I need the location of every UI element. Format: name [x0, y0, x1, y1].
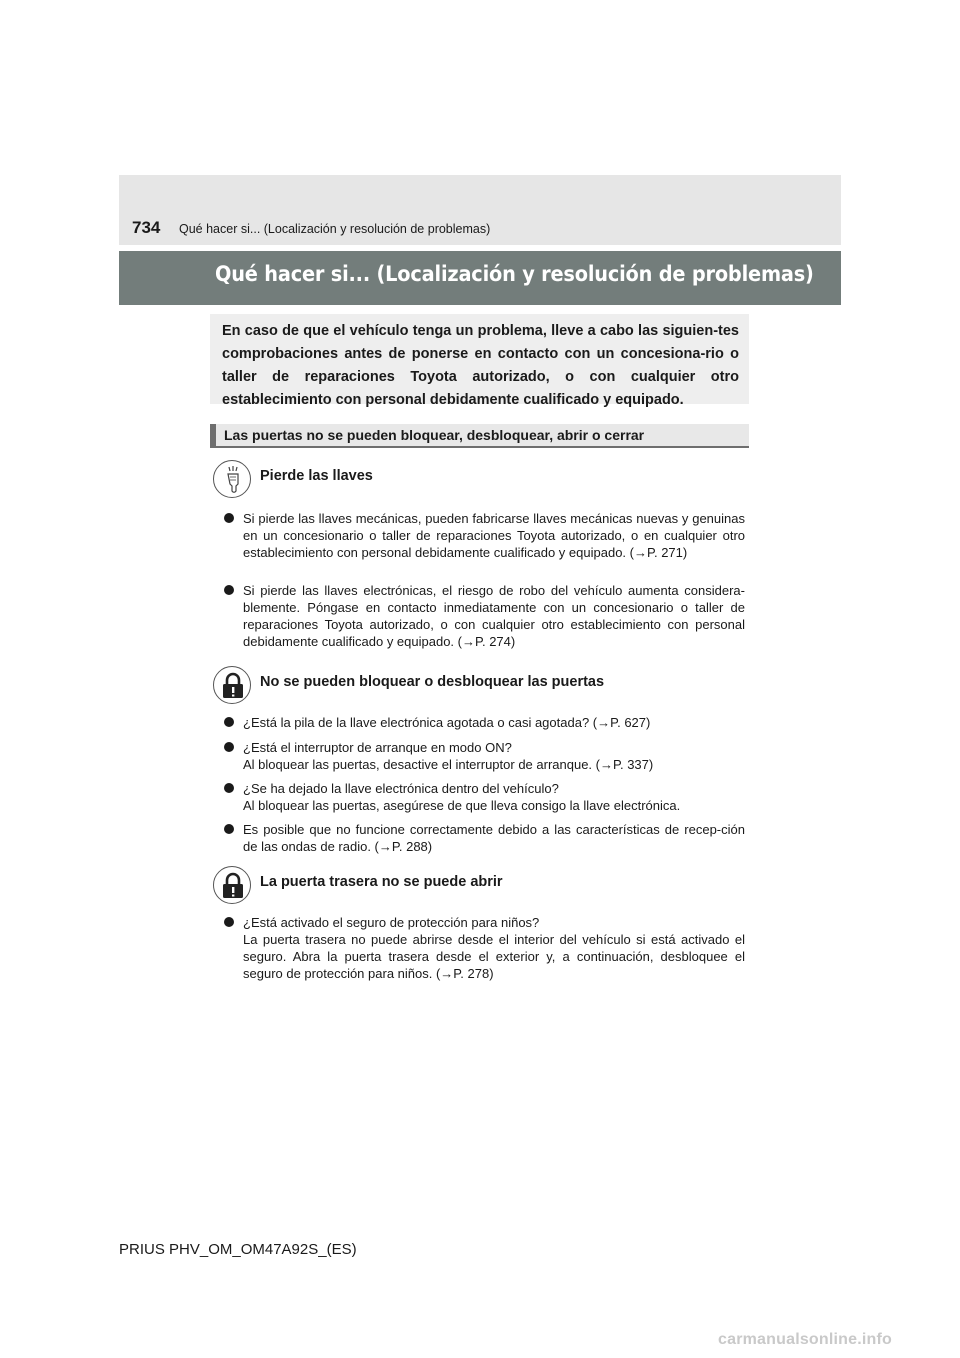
section-heading [210, 424, 749, 448]
list-item: ¿Está la pila de la llave electrónica agotada o casi agotada? (→P. 627) [224, 714, 745, 731]
bullet [224, 783, 234, 793]
bullet [224, 513, 234, 523]
lock-icon [213, 866, 251, 904]
bullet [224, 717, 234, 727]
list-item: ¿Está activado el seguro de protección para niños? La puerta trasera no puede abrirse desde el interior del vehículo si está activado el seguro. Abra la puerta trasera desde el exterior y, a continuación, desbloquee el seguro de protección para niños. (→P. 278) [224, 914, 745, 982]
bullet [224, 585, 234, 595]
bullet [224, 917, 234, 927]
intro-text: En caso de que el vehículo tenga un problema, lleve a cabo las siguien-tes comprobaciones antes de ponerse en contacto con un concesiona-rio o taller de reparaciones Toyota autorizado, o con cualquier otro establecimiento con personal debidamente cualificado y equipado. [222, 323, 739, 408]
page-title: Qué hacer si... (Localización y resolución de problemas) [215, 262, 814, 286]
list-item: Si pierde las llaves mecánicas, pueden fabricarse llaves mecánicas nuevas y genuinas en un concesionario o taller de reparaciones Toyota autorizado, o en cualquier otro establecimiento con personal debidamente cualificado y equipado. (→P. 271) [224, 510, 745, 561]
list-item: Si pierde las llaves electrónicas, el riesgo de robo del vehículo aumenta considera-blemente. Póngase en contacto inmediatamente con un concesionario o taller de reparaciones Toyota autorizado, o con cualquier otro establecimiento con personal debidamente cualificado y equipado. (→P. 274) [224, 582, 745, 650]
key-icon [213, 460, 251, 498]
bullet [224, 742, 234, 752]
section-heading-text: Las puertas no se pueden bloquear, desbloquear, abrir o cerrar [224, 427, 645, 443]
list-item: ¿Se ha dejado la llave electrónica dentro del vehículo? Al bloquear las puertas, asegúrese de que lleva consigo la llave electrónica. [224, 780, 745, 814]
lock-icon [213, 666, 251, 704]
running-header: Qué hacer si... (Localización y resolución de problemas) [179, 222, 491, 236]
subsection-title: No se pueden bloquear o desbloquear las puertas [260, 674, 605, 690]
section-accent [210, 424, 216, 446]
list-item: ¿Está el interruptor de arranque en modo ON? Al bloquear las puertas, desactive el interruptor de arranque. (→P. 337) [224, 739, 745, 773]
page-number: 734 [132, 218, 161, 237]
subsection-title: La puerta trasera no se puede abrir [260, 874, 503, 890]
footer-doc-id: PRIUS PHV_OM_OM47A92S_(ES) [119, 1241, 357, 1258]
intro-box [210, 314, 749, 408]
list-item: Es posible que no funcione correctamente debido a las características de recep-ción de las ondas de radio. (→P. 288) [224, 821, 745, 855]
subsection-title: Pierde las llaves [260, 468, 373, 484]
watermark: carmanualsonline.info [718, 1331, 893, 1348]
bullet [224, 824, 234, 834]
title-bar [119, 251, 841, 305]
